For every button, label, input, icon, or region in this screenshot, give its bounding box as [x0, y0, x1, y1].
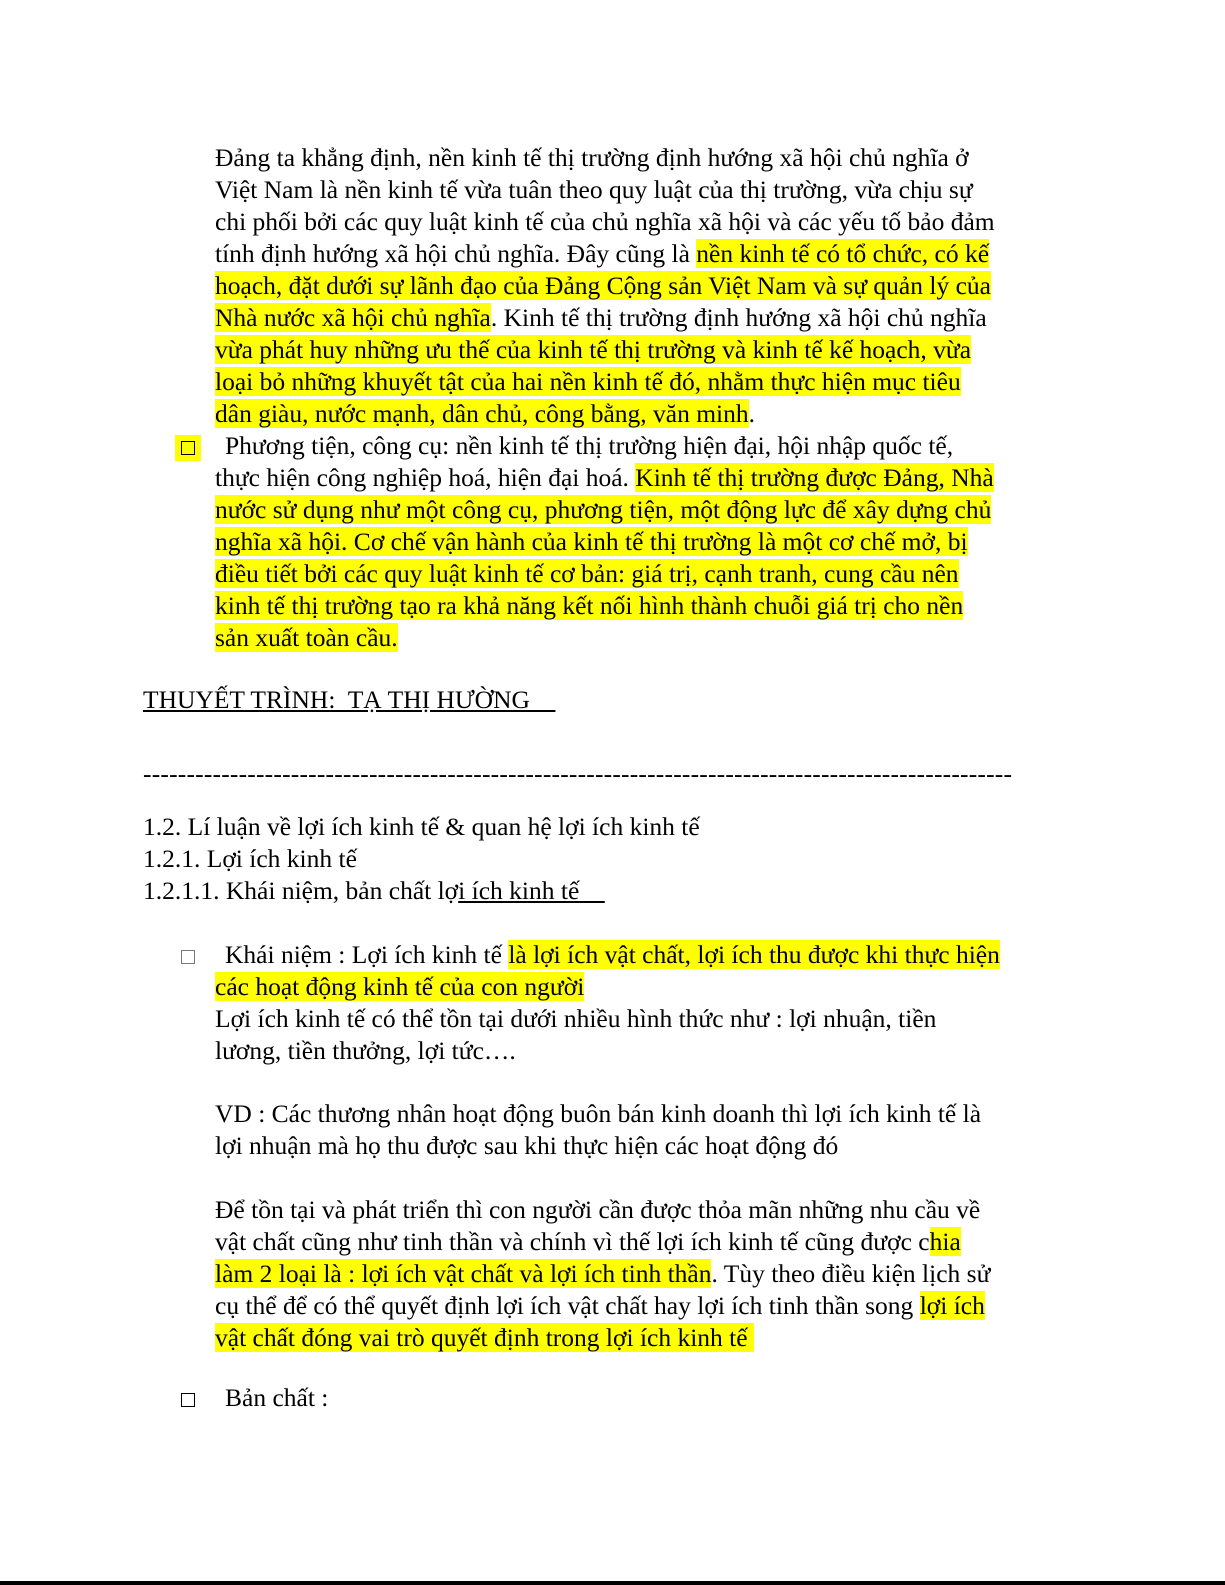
section-headings: [143, 811, 1103, 907]
highlighted-text: là lợi ích vật chất, lợi ích thu được khi thực hiện: [508, 940, 1000, 969]
text-line: [215, 1226, 1095, 1258]
text-line: Để tồn tại và phát triển thì con người cần được thỏa mãn những nhu cầu về: [215, 1195, 981, 1224]
text-line: Bản chất :: [225, 1383, 329, 1412]
highlighted-text: hoạch, đặt dưới sự lãnh đạo của Đảng Cộng sản Việt Nam và sự quản lý của: [215, 271, 991, 300]
text-line: [215, 334, 1095, 366]
highlighted-text: làm 2 loại là : lợi ích vật chất và lợi ích tinh thần: [215, 1259, 712, 1288]
heading-1-2-1-1: [143, 875, 1103, 907]
text-line: [215, 1322, 1095, 1354]
paragraph-market-economy: [215, 142, 1095, 430]
text-segment: . Tùy theo điều kiện lịch sử: [711, 1259, 991, 1288]
text-line: [215, 971, 1095, 1003]
text-line: lương, tiền thưởng, lợi tức….: [215, 1036, 516, 1065]
text-segment: tính định hướng xã hội chủ nghĩa. Đây cũng là: [215, 239, 697, 268]
text-line: [215, 939, 1095, 971]
text-line: Việt Nam là nền kinh tế vừa tuân theo quy luật của thị trường, vừa chịu sự: [215, 175, 973, 204]
text-segment: . Kinh tế thị trường định hướng xã hội chủ nghĩa: [490, 303, 987, 332]
text-segment: 1.2.1.1. Khái niệm, bản chất lợ: [143, 876, 459, 905]
checkbox-bullet-icon: [181, 950, 195, 964]
text-line: [215, 238, 1095, 270]
text-line: [215, 270, 1095, 302]
highlighted-text: kinh tế thị trường tạo ra khả năng kết nối hình thành chuỗi giá trị cho nền: [215, 591, 964, 620]
text-line: [215, 366, 1095, 398]
text-line: Lợi ích kinh tế có thể tồn tại dưới nhiều hình thức như : lợi nhuận, tiền: [215, 1004, 937, 1033]
text-line: VD : Các thương nhân hoạt động buôn bán kinh doanh thì lợi ích kinh tế là: [215, 1099, 982, 1128]
paragraph-concept: [215, 939, 1095, 1067]
text-line: [215, 398, 1095, 430]
text-line: Phương tiện, công cụ: nền kinh tế thị trường hiện đại, hội nhập quốc tế,: [225, 431, 954, 460]
highlighted-text: vừa phát huy những ưu thế của kinh tế thị trường và kinh tế kế hoạch, vừa: [215, 335, 972, 364]
text-segment: .: [748, 399, 756, 428]
text-line: lợi nhuận mà họ thu được sau khi thực hiện các hoạt động đó: [215, 1131, 839, 1160]
paragraph-tools-means: [215, 430, 1095, 654]
highlighted-text: nghĩa xã hội. Cơ chế vận hành của kinh tế thị trường là một cơ chế mở, bị: [215, 527, 968, 556]
text-segment: cụ thể để có thể quyết định lợi ích vật chất hay lợi ích tinh thần song: [215, 1291, 920, 1320]
highlighted-text: nước sử dụng như một công cụ, phương tiện, một động lực để xây dựng chủ: [215, 495, 992, 524]
text-line: Đảng ta khẳng định, nền kinh tế thị trường định hướng xã hội chủ nghĩa ở: [215, 143, 969, 172]
highlighted-text: dân giàu, nước mạnh, dân chủ, công bằng, văn minh: [215, 399, 749, 428]
highlighted-text: điều tiết bởi các quy luật kinh tế cơ bản: giá trị, cạnh tranh, cung cầu nên: [215, 559, 959, 588]
text-line: [215, 1258, 1095, 1290]
heading-1-2-1: 1.2.1. Lợi ích kinh tế: [143, 844, 357, 873]
text-line: [215, 494, 1095, 526]
text-segment: vật chất cũng như tinh thần và chính vì thế lợi ích kinh tế cũng được c: [215, 1227, 930, 1256]
highlighted-text: sản xuất toàn cầu.: [215, 623, 398, 652]
paragraph-needs: [215, 1194, 1095, 1354]
checkbox-bullet-icon: [181, 1393, 195, 1407]
page-bottom-border: [0, 1581, 1225, 1585]
text-line: [215, 526, 1095, 558]
text-line: [215, 590, 1095, 622]
text-segment: thực hiện công nghiệp hoá, hiện đại hoá.: [215, 463, 636, 492]
text-line: [215, 1290, 1095, 1322]
highlighted-text: loại bỏ những khuyết tật của hai nền kinh tế đó, nhằm thực hiện mục tiêu: [215, 367, 961, 396]
highlighted-text: Nhà nước xã hội chủ nghĩa: [215, 303, 491, 332]
text-line: [215, 622, 1095, 654]
highlighted-text: hia: [929, 1227, 961, 1256]
highlighted-text: lợi ích: [919, 1291, 985, 1320]
text-line: [215, 462, 1095, 494]
presenter-line: [143, 684, 1103, 716]
underlined-text: i ích kinh tế: [458, 876, 605, 905]
checkbox-bullet-icon: [181, 441, 195, 455]
highlighted-text: các hoạt động kinh tế của con người: [215, 972, 585, 1001]
paragraph-nature: [215, 1382, 1095, 1414]
highlighted-text: vật chất đóng vai trò quyết định trong lợi ích kinh tế: [215, 1323, 754, 1352]
text-line: [215, 302, 1095, 334]
text-line: [215, 558, 1095, 590]
paragraph-example: [215, 1098, 1095, 1162]
heading-1-2: 1.2. Lí luận về lợi ích kinh tế & quan hệ lợi ích kinh tế: [143, 812, 700, 841]
highlighted-text: Kinh tế thị trường được Đảng, Nhà: [635, 463, 994, 492]
presenter-text: THUYẾT TRÌNH: TẠ THỊ HƯỜNG: [143, 685, 556, 714]
dashed-divider: ----------------------------------------------------------------------------------------------------: [143, 759, 1013, 788]
text-line: chi phối bởi các quy luật kinh tế của chủ nghĩa xã hội và các yếu tố bảo đảm: [215, 207, 995, 236]
text-segment: Khái niệm : Lợi ích kinh tế: [225, 940, 509, 969]
highlighted-text: nền kinh tế có tổ chức, có kế: [696, 239, 990, 268]
